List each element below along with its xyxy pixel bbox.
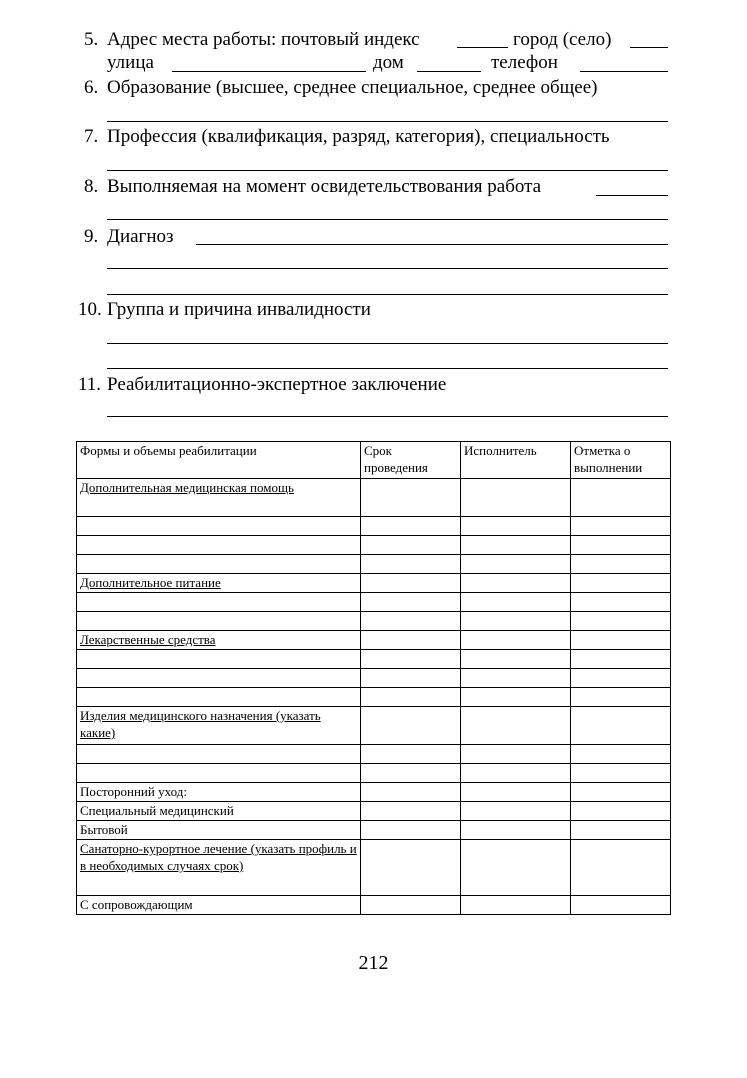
cell-executor[interactable] xyxy=(461,517,571,536)
work-field-inline[interactable] xyxy=(596,195,668,196)
cell-mark[interactable] xyxy=(571,574,671,593)
table-row xyxy=(77,745,671,764)
table-row xyxy=(77,555,671,574)
row-label[interactable] xyxy=(77,517,361,536)
cell-term[interactable] xyxy=(361,764,461,783)
cell-mark[interactable] xyxy=(571,479,671,517)
table-row xyxy=(77,574,671,593)
cell-term[interactable] xyxy=(361,688,461,707)
item-7-number: 7. xyxy=(84,126,99,147)
cell-term[interactable] xyxy=(361,536,461,555)
cell-executor[interactable] xyxy=(461,593,571,612)
rehabilitation-table xyxy=(76,441,671,915)
diagnosis-field-inline[interactable] xyxy=(196,244,668,245)
cell-executor[interactable] xyxy=(461,745,571,764)
cell-mark[interactable] xyxy=(571,612,671,631)
table-row xyxy=(77,802,671,821)
cell-executor[interactable] xyxy=(461,707,571,745)
cell-executor[interactable] xyxy=(461,536,571,555)
item-5-line2-label-a: улица xyxy=(107,52,154,73)
diagnosis-field-2[interactable] xyxy=(107,268,668,269)
cell-mark[interactable] xyxy=(571,783,671,802)
row-label: Дополнительное питание xyxy=(77,574,361,593)
disability-field-2[interactable] xyxy=(107,368,668,369)
table-row xyxy=(77,631,671,650)
cell-term[interactable] xyxy=(361,650,461,669)
row-label: Дополнительная медицинская помощь xyxy=(77,479,361,517)
item-5-line1-label-b: город (село) xyxy=(513,29,612,50)
row-label: Специальный медицинский xyxy=(77,802,361,821)
cell-term[interactable] xyxy=(361,745,461,764)
item-9-number: 9. xyxy=(84,226,99,247)
header-forms: Формы и объемы реабилитации xyxy=(77,442,361,479)
table-row xyxy=(77,669,671,688)
cell-term[interactable] xyxy=(361,574,461,593)
row-label: Изделия медицинского назначения (указать какие) xyxy=(77,707,361,745)
cell-mark[interactable] xyxy=(571,517,671,536)
cell-term[interactable] xyxy=(361,896,461,915)
cell-term[interactable] xyxy=(361,802,461,821)
cell-mark[interactable] xyxy=(571,593,671,612)
cell-mark[interactable] xyxy=(571,802,671,821)
cell-executor[interactable] xyxy=(461,669,571,688)
table-row xyxy=(77,764,671,783)
cell-term[interactable] xyxy=(361,783,461,802)
row-label[interactable] xyxy=(77,688,361,707)
cell-executor[interactable] xyxy=(461,821,571,840)
item-9-label: Диагноз xyxy=(107,226,174,247)
row-label[interactable] xyxy=(77,669,361,688)
house-field[interactable] xyxy=(417,71,481,72)
cell-term[interactable] xyxy=(361,840,461,896)
row-label: С сопровождающим xyxy=(77,896,361,915)
cell-mark[interactable] xyxy=(571,536,671,555)
cell-term[interactable] xyxy=(361,821,461,840)
phone-field[interactable] xyxy=(580,71,668,72)
row-label: Бытовой xyxy=(77,821,361,840)
cell-executor[interactable] xyxy=(461,650,571,669)
item-5-number: 5. xyxy=(84,29,99,50)
profession-field[interactable] xyxy=(107,170,668,171)
cell-mark[interactable] xyxy=(571,896,671,915)
cell-executor[interactable] xyxy=(461,574,571,593)
item-11-number: 11. xyxy=(78,374,102,395)
cell-mark[interactable] xyxy=(571,821,671,840)
table-row xyxy=(77,688,671,707)
cell-mark[interactable] xyxy=(571,650,671,669)
item-8-label: Выполняемая на момент освидетельствования работа xyxy=(107,176,542,197)
table-row xyxy=(77,536,671,555)
work-field[interactable] xyxy=(107,219,668,220)
table-row xyxy=(77,517,671,536)
cell-executor[interactable] xyxy=(461,688,571,707)
row-label[interactable] xyxy=(77,536,361,555)
cell-mark[interactable] xyxy=(571,688,671,707)
cell-executor[interactable] xyxy=(461,764,571,783)
table-row xyxy=(77,707,671,745)
cell-term[interactable] xyxy=(361,479,461,517)
header-mark: Отметка о выполнении xyxy=(571,442,671,479)
item-5-line1-label-a: Адрес места работы: почтовый индекс xyxy=(107,29,420,50)
cell-mark[interactable] xyxy=(571,840,671,896)
row-label[interactable] xyxy=(77,555,361,574)
item-8-number: 8. xyxy=(84,176,99,197)
cell-executor[interactable] xyxy=(461,840,571,896)
education-field[interactable] xyxy=(107,121,668,122)
cell-term[interactable] xyxy=(361,593,461,612)
page-number: 212 xyxy=(358,952,389,974)
diagnosis-field-3[interactable] xyxy=(107,294,668,295)
cell-term[interactable] xyxy=(361,707,461,745)
item-11-label: Реабилитационно-экспертное заключение xyxy=(107,374,447,395)
row-label[interactable] xyxy=(77,593,361,612)
item-6-number: 6. xyxy=(84,77,99,98)
table-row xyxy=(77,479,671,517)
header-term: Срок проведения xyxy=(361,442,461,479)
item-6-label: Образование (высшее, среднее специальное, среднее общее) xyxy=(107,77,598,98)
row-label[interactable] xyxy=(77,745,361,764)
cell-term[interactable] xyxy=(361,517,461,536)
table-row xyxy=(77,896,671,915)
postal-index-field[interactable] xyxy=(457,47,508,48)
cell-executor[interactable] xyxy=(461,802,571,821)
row-label: Посторонний уход: xyxy=(77,783,361,802)
cell-executor[interactable] xyxy=(461,783,571,802)
cell-term[interactable] xyxy=(361,631,461,650)
header-executor: Исполнитель xyxy=(461,442,571,479)
cell-mark[interactable] xyxy=(571,745,671,764)
cell-mark[interactable] xyxy=(571,631,671,650)
table-row xyxy=(77,612,671,631)
item-10-number: 10. xyxy=(78,299,102,320)
cell-mark[interactable] xyxy=(571,707,671,745)
cell-mark[interactable] xyxy=(571,555,671,574)
row-label[interactable] xyxy=(77,612,361,631)
table-row xyxy=(77,840,671,896)
row-label: Санаторно-курортное лечение (указать профиль и в необходимых случаях срок) xyxy=(77,840,361,896)
cell-term[interactable] xyxy=(361,555,461,574)
cell-mark[interactable] xyxy=(571,764,671,783)
item-5-line2-label-c: телефон xyxy=(491,52,558,73)
row-label[interactable] xyxy=(77,650,361,669)
disability-field-1[interactable] xyxy=(107,343,668,344)
table-header-row xyxy=(77,442,671,479)
cell-term[interactable] xyxy=(361,612,461,631)
item-5-line2-label-b: дом xyxy=(373,52,404,73)
cell-executor[interactable] xyxy=(461,896,571,915)
cell-term[interactable] xyxy=(361,669,461,688)
table-row xyxy=(77,821,671,840)
table-row xyxy=(77,593,671,612)
cell-executor[interactable] xyxy=(461,555,571,574)
street-field[interactable] xyxy=(172,71,366,72)
cell-executor[interactable] xyxy=(461,631,571,650)
item-10-label: Группа и причина инвалидности xyxy=(107,299,371,320)
table-row xyxy=(77,650,671,669)
row-label: Лекарственные средства xyxy=(77,631,361,650)
cell-mark[interactable] xyxy=(571,669,671,688)
cell-executor[interactable] xyxy=(461,479,571,517)
table-row xyxy=(77,783,671,802)
row-label[interactable] xyxy=(77,764,361,783)
cell-executor[interactable] xyxy=(461,612,571,631)
item-7-label: Профессия (квалификация, разряд, категория), специальность xyxy=(107,126,610,147)
conclusion-field[interactable] xyxy=(107,416,668,417)
city-field[interactable] xyxy=(630,47,668,48)
